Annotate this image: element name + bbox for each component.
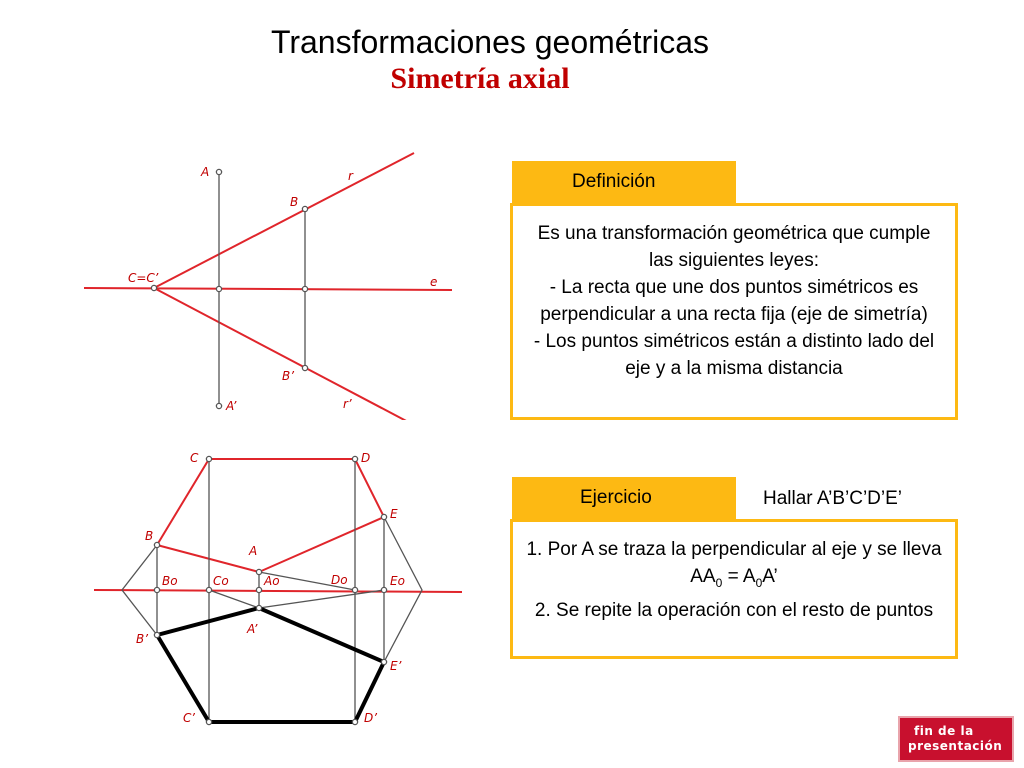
exercise-box xyxy=(510,519,958,659)
point-B-prime xyxy=(302,365,307,370)
exercise-step-2: 2. Se repite la operación con el resto de puntos xyxy=(534,599,934,621)
point-Eo xyxy=(381,587,386,592)
label-Eo: Eo xyxy=(390,574,405,588)
diagram-pentagon-symmetry xyxy=(0,430,480,750)
point-Bo xyxy=(154,587,159,592)
point-D-prime xyxy=(352,719,357,724)
point-B2-prime xyxy=(154,632,159,637)
label-C-prime: C’ xyxy=(183,711,195,725)
line-r xyxy=(154,153,414,288)
label-Co: Co xyxy=(213,574,229,588)
label-D: D xyxy=(361,451,371,465)
label-E-prime: E’ xyxy=(390,659,402,673)
point-Co xyxy=(206,587,211,592)
top-construction xyxy=(84,153,452,420)
label-Ao: Ao xyxy=(264,574,280,588)
label-r-prime: r’ xyxy=(343,397,352,411)
label-Bo: Bo xyxy=(162,574,178,588)
point-C xyxy=(151,285,156,290)
definition-text-3: - Los puntos simétricos están a distinto lado del eje y a la misma distancia xyxy=(533,331,935,379)
page-subtitle: Simetría axial xyxy=(390,62,570,95)
axis-e xyxy=(84,288,452,290)
label-A-prime: A’ xyxy=(247,622,258,636)
point-A0 xyxy=(216,286,221,291)
label-Do: Do xyxy=(331,573,348,587)
label-A-prime: A’ xyxy=(226,399,237,413)
label-r: r xyxy=(348,169,353,183)
point-B xyxy=(302,206,307,211)
label-A: A xyxy=(249,544,258,558)
point-C2 xyxy=(206,456,211,461)
exercise-tab-label: Ejercicio xyxy=(580,487,652,508)
pentagon-prime xyxy=(157,608,384,722)
point-E-prime xyxy=(381,659,386,664)
point-A2 xyxy=(256,569,261,574)
label-D-prime: D’ xyxy=(364,711,378,725)
point-D xyxy=(352,456,357,461)
label-CC-prime: C=C’ xyxy=(128,271,159,285)
end-presentation-button[interactable] xyxy=(898,716,1014,762)
exercise-tab xyxy=(512,477,736,521)
label-B: B xyxy=(290,195,299,209)
point-A xyxy=(216,169,221,174)
label-B-prime: B’ xyxy=(136,632,149,646)
label-e: e xyxy=(430,275,438,289)
axis-e2 xyxy=(94,590,462,592)
definition-text-1: Es una transformación geométrica que cumple las siguientes leyes: xyxy=(537,223,931,271)
exercise-step-1: 1. Por A se traza la perpendicular al eje y se lleva $AA_0 = A_0A$’ xyxy=(526,539,942,590)
label-B: B xyxy=(145,529,154,543)
end-button-line2: presentación xyxy=(908,739,1003,753)
point-A-prime xyxy=(216,403,221,408)
label-E: E xyxy=(390,507,398,521)
definition-text-2: - La recta que une dos puntos simétricos es perpendicular a una recta fija (eje de simetría) xyxy=(540,277,928,325)
point-Ao xyxy=(256,587,261,592)
pentagon-ABCDE xyxy=(157,459,384,572)
point-A2-prime xyxy=(256,605,261,610)
diagram-line-symmetry xyxy=(0,0,480,420)
definition-tab xyxy=(512,161,736,205)
point-B2 xyxy=(154,542,159,547)
definition-box xyxy=(510,203,958,420)
label-B-prime: B’ xyxy=(282,369,295,383)
point-B0 xyxy=(302,286,307,291)
definition-tab-label: Definición xyxy=(572,171,656,192)
point-C-prime xyxy=(206,719,211,724)
point-Do xyxy=(352,587,357,592)
label-C: C xyxy=(190,451,199,465)
point-E xyxy=(381,514,386,519)
page-title: Transformaciones geométricas xyxy=(270,24,710,60)
exercise-task: Hallar A’B’C’D’E’ xyxy=(763,488,903,509)
line-r-prime xyxy=(154,288,412,420)
construction-outline-right xyxy=(384,517,422,662)
end-button-line1: fin de la xyxy=(914,724,974,738)
label-A: A xyxy=(201,165,210,179)
